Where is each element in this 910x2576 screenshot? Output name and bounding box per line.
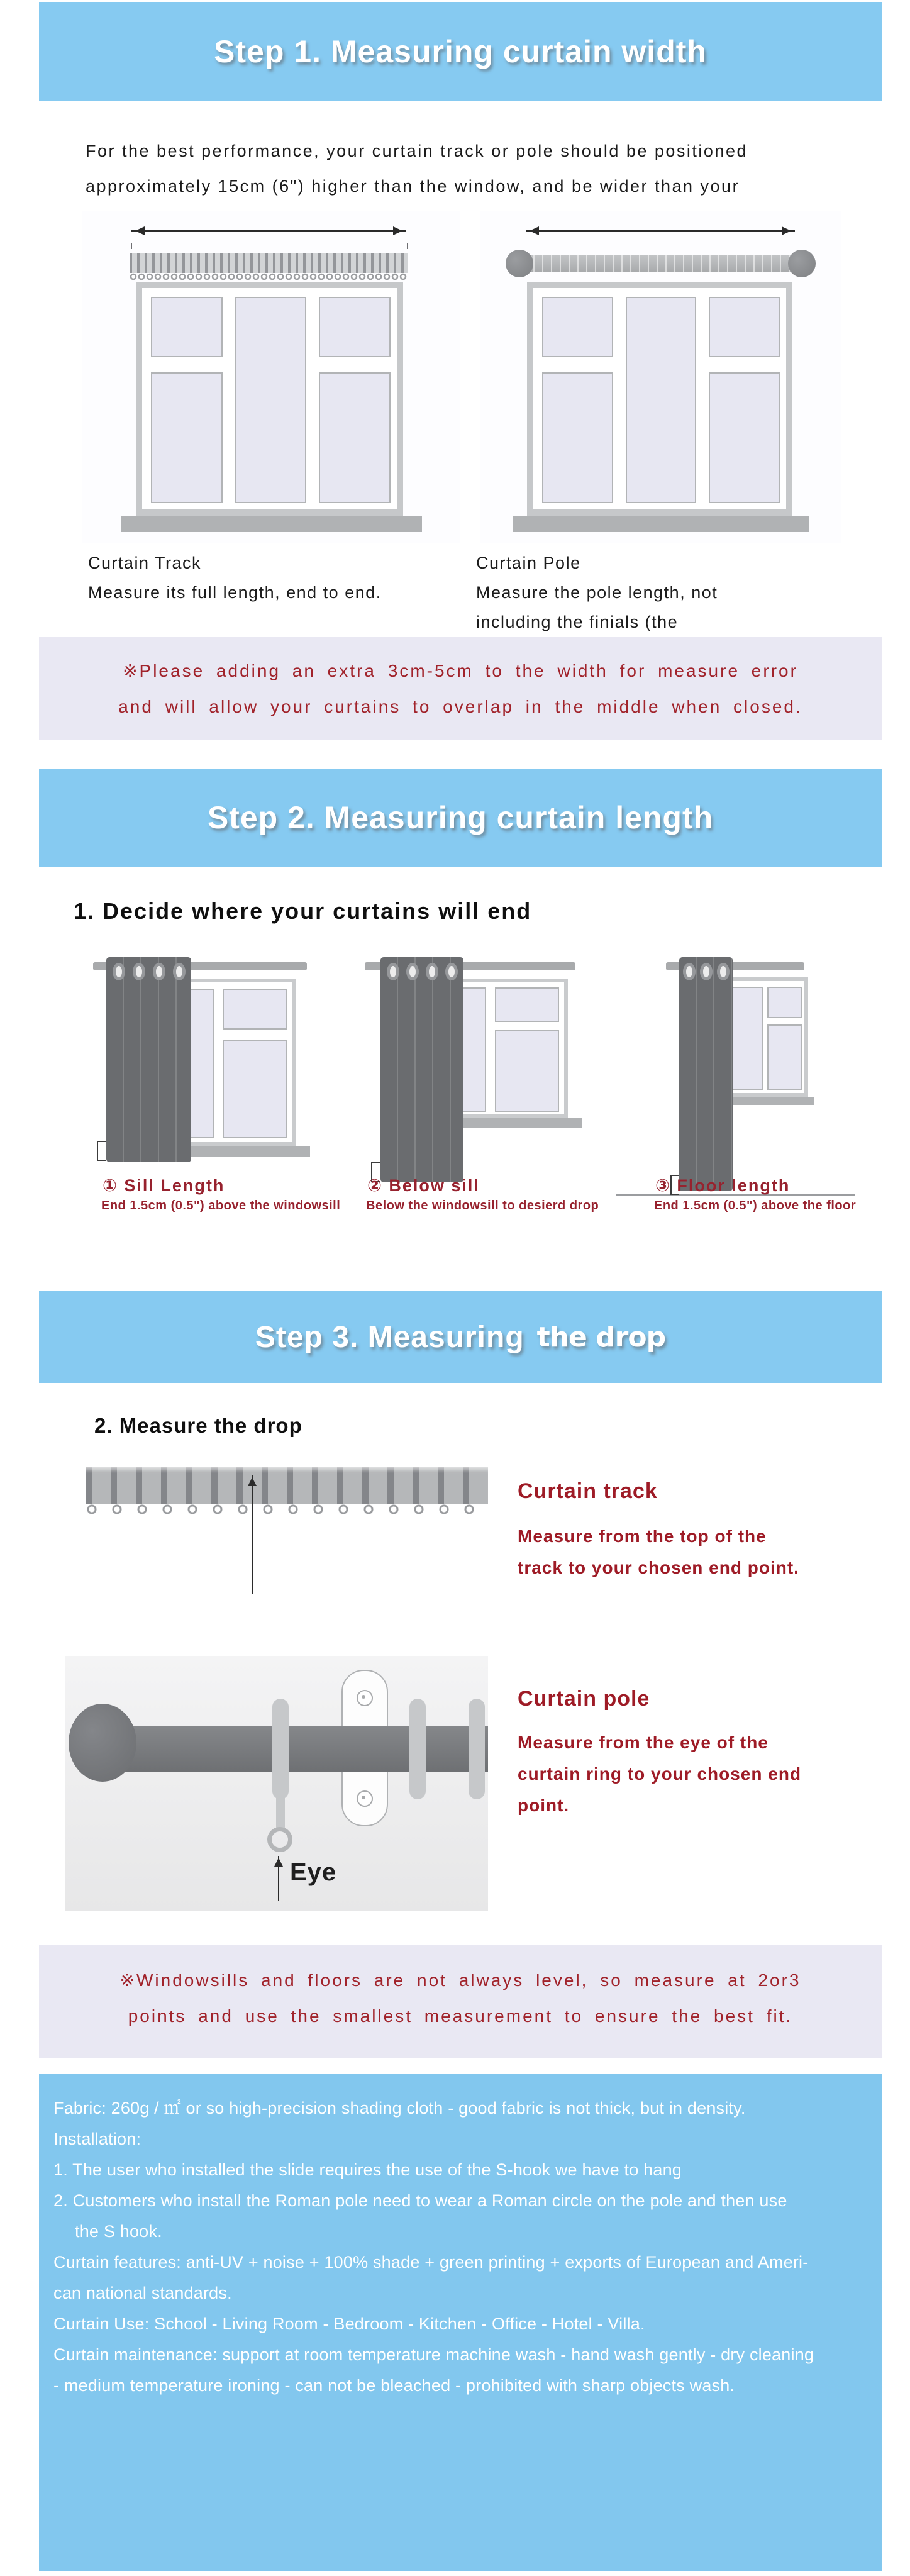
info-features: Curtain features: anti-UV + noise + 100% shade + green printing + exports of European and Ameri-	[53, 2253, 809, 2272]
curtain	[380, 957, 463, 1182]
option3-label: Floor length	[677, 1176, 791, 1195]
note-line-1: ※Please adding an extra 3cm-5cm to the width for measure error	[123, 661, 798, 680]
caption-text: Measure its full length, end to end.	[88, 583, 382, 602]
step3-banner	[39, 1291, 882, 1383]
ring-eye-icon	[267, 1827, 292, 1852]
window-panes	[142, 288, 397, 509]
window-pane	[709, 297, 780, 357]
window-pane	[223, 1040, 287, 1138]
measure-line	[131, 243, 408, 249]
info-maintenance-cont: - medium temperature ironing - can not be bleached - prohibited with sharp objects wash.	[53, 2376, 735, 2395]
option2-title	[367, 1176, 480, 1196]
window-pane	[729, 987, 763, 1090]
intro-line-1: For the best performance, your curtain track or pole should be positioned	[86, 142, 748, 160]
floor-length-diagram	[610, 955, 862, 1200]
end-point-mark	[97, 1141, 106, 1161]
info-maintenance: Curtain maintenance: support at room temperature machine wash - hand wash gently - dry cleaning	[53, 2345, 814, 2364]
info-use: Curtain Use: School - Living Room - Bedroom - Kitchen - Office - Hotel - Villa.	[53, 2314, 645, 2333]
window-pane	[319, 372, 390, 503]
note-line-2: and will allow your curtains to overlap in the middle when closed.	[118, 697, 802, 716]
curtain-pole-diagram	[480, 211, 841, 543]
screw-icon	[357, 1690, 373, 1706]
step2-heading: 1. Decide where your curtains will end	[74, 898, 532, 924]
curtain-ring-icon	[272, 1699, 289, 1799]
step3-heading: 2. Measure the drop	[94, 1414, 302, 1437]
window-pane	[223, 989, 287, 1030]
step3-banner-subtitle: the drop	[536, 1321, 666, 1353]
note-line-2: points and use the smallest measurement to ensure the best fit.	[128, 2006, 793, 2026]
window-pane	[709, 372, 780, 503]
pole-drop-line3: point.	[518, 1796, 570, 1815]
finial-icon	[788, 250, 816, 277]
window	[720, 977, 808, 1097]
grommet-icon	[113, 963, 125, 980]
width-note-box	[39, 637, 882, 740]
width-arrow-icon	[131, 230, 406, 232]
curtain-ring-icon	[409, 1699, 426, 1799]
option2-number: ②	[367, 1176, 383, 1195]
track-drop-line2: track to your chosen end point.	[518, 1558, 799, 1577]
window-pane	[542, 297, 613, 357]
option1-desc: End 1.5cm (0.5") above the windowsill	[101, 1199, 341, 1213]
grommet-icon	[445, 963, 458, 980]
grommet-icon	[700, 963, 713, 980]
curtain-pole-icon	[524, 255, 796, 272]
note-line-1: ※Windowsills and floors are not always level, so measure at 2or3	[119, 1970, 801, 1990]
grommet-icon	[406, 963, 419, 980]
window-sill	[121, 516, 422, 532]
caption-title: Curtain Track	[88, 553, 202, 572]
intro-line-2: approximately 15cm (6") higher than the window, and be wider than your	[86, 177, 740, 196]
window-pane	[767, 987, 802, 1018]
window-pane	[151, 297, 222, 357]
window	[136, 282, 403, 516]
info-installation: Installation:	[53, 2129, 141, 2148]
sill-length-diagram	[82, 955, 314, 1172]
curtain-track-icon	[130, 253, 408, 273]
grommet-icon	[717, 963, 730, 980]
info-install-step1: 1. The user who installed the slide requires the use of the S-hook we have to hang	[53, 2160, 682, 2179]
curtain	[106, 957, 191, 1162]
eye-arrow-icon	[278, 1856, 279, 1901]
info-fabric: Fabric: 260g / ㎡ or so high-precision shading cloth - good fabric is not thick, but in density.	[53, 2099, 746, 2118]
pole-drop-title: Curtain pole	[518, 1687, 650, 1711]
grommet-icon	[133, 963, 145, 980]
step2-banner	[39, 769, 882, 867]
step1-intro	[86, 133, 748, 204]
window-sill	[513, 516, 809, 532]
measure-line	[526, 243, 796, 249]
option1-number: ①	[103, 1176, 118, 1195]
info-install-step2-cont: the S hook.	[75, 2222, 162, 2241]
curtain-ring-icon	[469, 1699, 485, 1799]
curtain-track-icon	[86, 1467, 488, 1504]
grommet-icon	[426, 963, 438, 980]
track-drop-title: Curtain track	[518, 1479, 658, 1503]
track-drop-line1: Measure from the top of the	[518, 1526, 767, 1546]
screw-icon	[357, 1790, 373, 1807]
window-pane	[495, 987, 559, 1021]
curtain-track-caption	[88, 548, 382, 608]
option3-title	[655, 1176, 790, 1196]
track-hooks-icon	[130, 273, 408, 282]
drop-arrow-icon	[252, 1475, 253, 1594]
option1-title	[103, 1176, 225, 1196]
grommet-icon	[387, 963, 399, 980]
info-features-cont: can national standards.	[53, 2284, 232, 2302]
window	[527, 282, 792, 516]
finial-icon	[69, 1704, 136, 1782]
pole-drop-line1: Measure from the eye of the	[518, 1733, 769, 1752]
grommet-icon	[153, 963, 165, 980]
level-note-box	[39, 1945, 882, 2058]
product-info-box	[39, 2074, 882, 2571]
curtain	[679, 957, 733, 1191]
window-pane	[542, 372, 613, 503]
option2-desc: Below the windowsill to desierd drop	[366, 1199, 599, 1213]
info-install-step2: 2. Customers who install the Roman pole need to wear a Roman circle on the pole and then use	[53, 2191, 787, 2210]
window-panes	[533, 288, 786, 509]
grommet-icon	[683, 963, 696, 980]
window-pane	[767, 1024, 802, 1090]
step3-banner-title: Step 3. Measuring	[255, 1320, 524, 1354]
track-hooks-icon	[86, 1504, 488, 1516]
caption-text: Measure the pole length, not	[476, 583, 718, 602]
window-pane	[495, 1030, 559, 1112]
window-pane	[151, 372, 222, 503]
grommet-icon	[173, 963, 186, 980]
step1-banner	[39, 2, 882, 101]
window-pane	[235, 297, 306, 503]
below-sill-diagram	[352, 955, 588, 1191]
curtain-pole-caption	[476, 548, 718, 637]
ring-connector	[276, 1797, 285, 1829]
option1-label: Sill Length	[124, 1176, 225, 1195]
option3-number: ③	[655, 1176, 671, 1195]
option2-label: Below sill	[389, 1176, 480, 1195]
pole-bar-icon	[125, 1726, 488, 1772]
caption-title: Curtain Pole	[476, 553, 581, 572]
step1-banner-title: Step 1. Measuring curtain width	[214, 34, 707, 69]
window-pane	[319, 297, 390, 357]
curtain-track-diagram	[82, 211, 460, 543]
caption-text: including the finials (the	[476, 613, 679, 631]
finial-icon	[506, 250, 533, 277]
option3-desc: End 1.5cm (0.5") above the floor	[654, 1199, 857, 1213]
width-arrow-icon	[526, 230, 795, 232]
pole-drop-line2: curtain ring to your chosen end	[518, 1764, 802, 1784]
step2-banner-title: Step 2. Measuring curtain length	[207, 800, 714, 835]
eye-label: Eye	[290, 1858, 337, 1886]
window-panes	[724, 981, 804, 1093]
curtain-pole-closeup	[65, 1656, 488, 1911]
window-pane	[626, 297, 697, 503]
